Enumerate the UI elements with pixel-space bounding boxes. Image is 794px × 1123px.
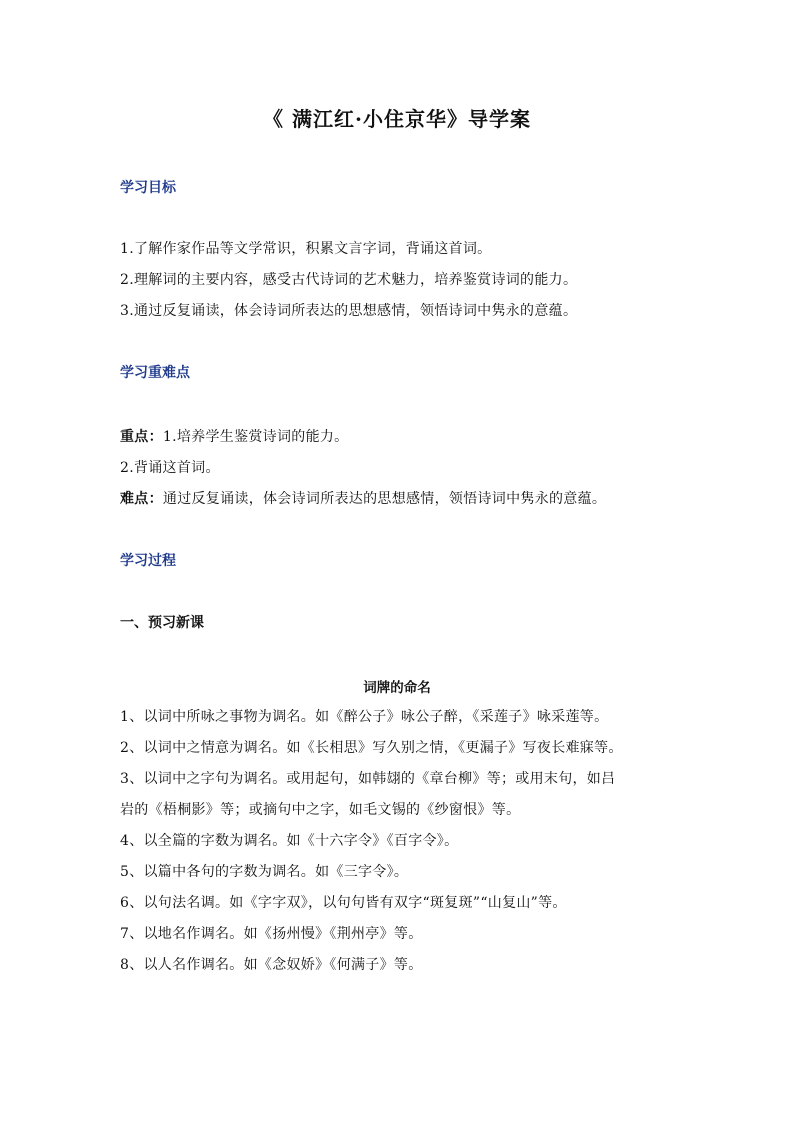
difficulty-line xyxy=(120,488,606,508)
cipai-item-7: 7、以地名作调名。如《扬州慢》《荆州亭》等。 xyxy=(120,926,423,942)
cipai-item-1: 1、以词中所咏之事物为调名。如《醉公子》咏公子醉，《采莲子》咏采莲等。 xyxy=(120,709,609,725)
key-point-line-1 xyxy=(120,426,348,446)
cipai-item-3-cont: 岩的《梧桐影》等；或摘句中之字，如毛文锡的《纱窗恨》等。 xyxy=(120,802,521,818)
objective-item-2: 2.理解词的主要内容，感受古代诗词的艺术魅力，培养鉴赏诗词的能力。 xyxy=(120,272,578,288)
document-title: 《 满江红·小住京华》导学案 xyxy=(263,107,531,131)
heading-key-points: 学习重难点 xyxy=(120,365,190,381)
cipai-item-6: 6、以句法名调。如《字字双》，以句句皆有双字“斑复斑”“山复山”等。 xyxy=(120,895,567,911)
cipai-subtitle: 词牌的命名 xyxy=(363,680,431,696)
heading-process: 学习过程 xyxy=(120,553,176,569)
key-label: 重点： xyxy=(120,429,163,445)
objective-item-3: 3.通过反复诵读，体会诗词所表达的思想感情，领悟诗词中隽永的意蕴。 xyxy=(120,303,578,319)
objective-item-1: 1.了解作家作品等文学常识，积累文言字词，背诵这首词。 xyxy=(120,241,492,257)
heading-objectives: 学习目标 xyxy=(120,180,176,196)
key-point-2: 2.背诵这首词。 xyxy=(120,460,220,476)
section-preview: 一、预习新课 xyxy=(120,615,204,631)
difficulty-label: 难点： xyxy=(120,491,163,507)
difficulty-text: 通过反复诵读，体会诗词所表达的思想感情，领悟诗词中隽永的意蕴。 xyxy=(162,491,607,507)
key-point-1: 1.培养学生鉴赏诗词的能力。 xyxy=(162,429,349,445)
cipai-item-3: 3、以词中之字句为调名。或用起句，如韩翃的《章台柳》等；或用末句，如吕 xyxy=(120,771,616,787)
cipai-item-5: 5、以篇中各句的字数为调名。如《三字令》。 xyxy=(120,864,409,880)
cipai-item-8: 8、以人名作调名。如《念奴娇》《何满子》等。 xyxy=(120,957,423,973)
cipai-item-4: 4、以全篇的字数为调名。如《十六字令》《百字令》。 xyxy=(120,833,459,849)
cipai-item-2: 2、以词中之情意为调名。如《长相思》写久别之情，《更漏子》写夜长难寐等。 xyxy=(120,740,623,756)
